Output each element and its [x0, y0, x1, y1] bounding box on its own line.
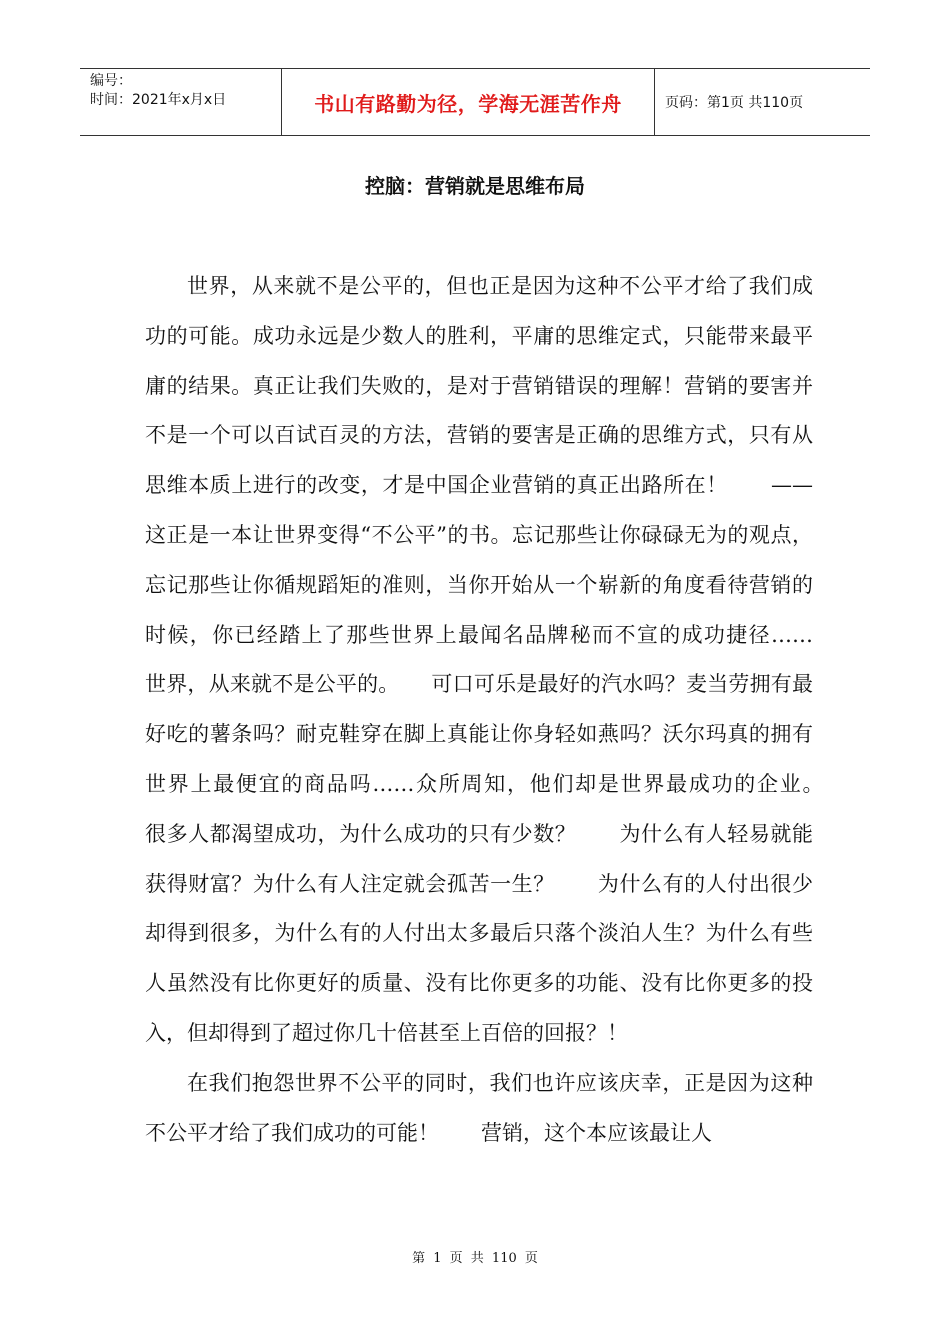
header-motto-cell	[282, 69, 655, 135]
document-body	[145, 262, 855, 1158]
serial-number-label: 编号：	[90, 73, 132, 89]
page-footer: 第 1 页 共 110 页	[412, 1251, 538, 1266]
header-motto: 书山有路勤为径，学海无涯苦作舟	[314, 91, 622, 116]
page-header	[80, 68, 870, 136]
document-title: 控脑：营销就是思维布局	[365, 174, 585, 198]
body-paragraph: 在我们抱怨世界不公平的同时，我们也许应该庆幸，正是因为这种不公平才给了我们成功的可能！ 营销，这个本应该最让人	[145, 1070, 813, 1145]
header-meta-cell	[80, 69, 282, 135]
body-paragraph: 世界，从来就不是公平的，但也正是因为这种不公平才给了我们成功的可能。成功永远是少数人的胜利，平庸的思维定式，只能带来最平庸的结果。真正让我们失败的，是对于营销错误的理解！营销的要害并不是一个可以百试百灵的方法，营销的要害是正确的思维方式，只有从思维本质上进行的改变，才是中国企业营销的真正出路所在！ ——这正是一本让世界变得“不公平”的书。忘记那些让你碌碌无为的观点，忘记那些让你循规蹈矩的准则，当你开始从一个崭新的角度看待营销的时候，你已经踏上了那些世界上最闻名品牌秘而不宣的成功捷径…… 世界，从来就不是公平的。 可口可乐是最好的汽水吗？麦当劳拥有最好吃的薯条吗？耐克鞋穿在脚上真能让你身轻如燕吗？沃尔玛真的拥有世界上最便宜的商品吗……众所周知，他们却是世界最成功的企业。 很多人都渴望成功，为什么成功的只有少数？ 为什么有人轻易就能获得财富？为什么有人注定就会孤苦一生？ 为什么有的人付出很少却得到很多，为什么有的人付出太多最后只落个淡泊人生？为什么有些人虽然没有比你更好的质量、没有比你更多的功能、没有比你更多的投入，但却得到了超过你几十倍甚至上百倍的回报？！	[145, 274, 855, 1045]
header-page-cell	[655, 69, 870, 135]
header-page-info: 页码：第1页 共110页	[665, 95, 804, 111]
date-label: 时间：2021年x月x日	[90, 92, 227, 108]
